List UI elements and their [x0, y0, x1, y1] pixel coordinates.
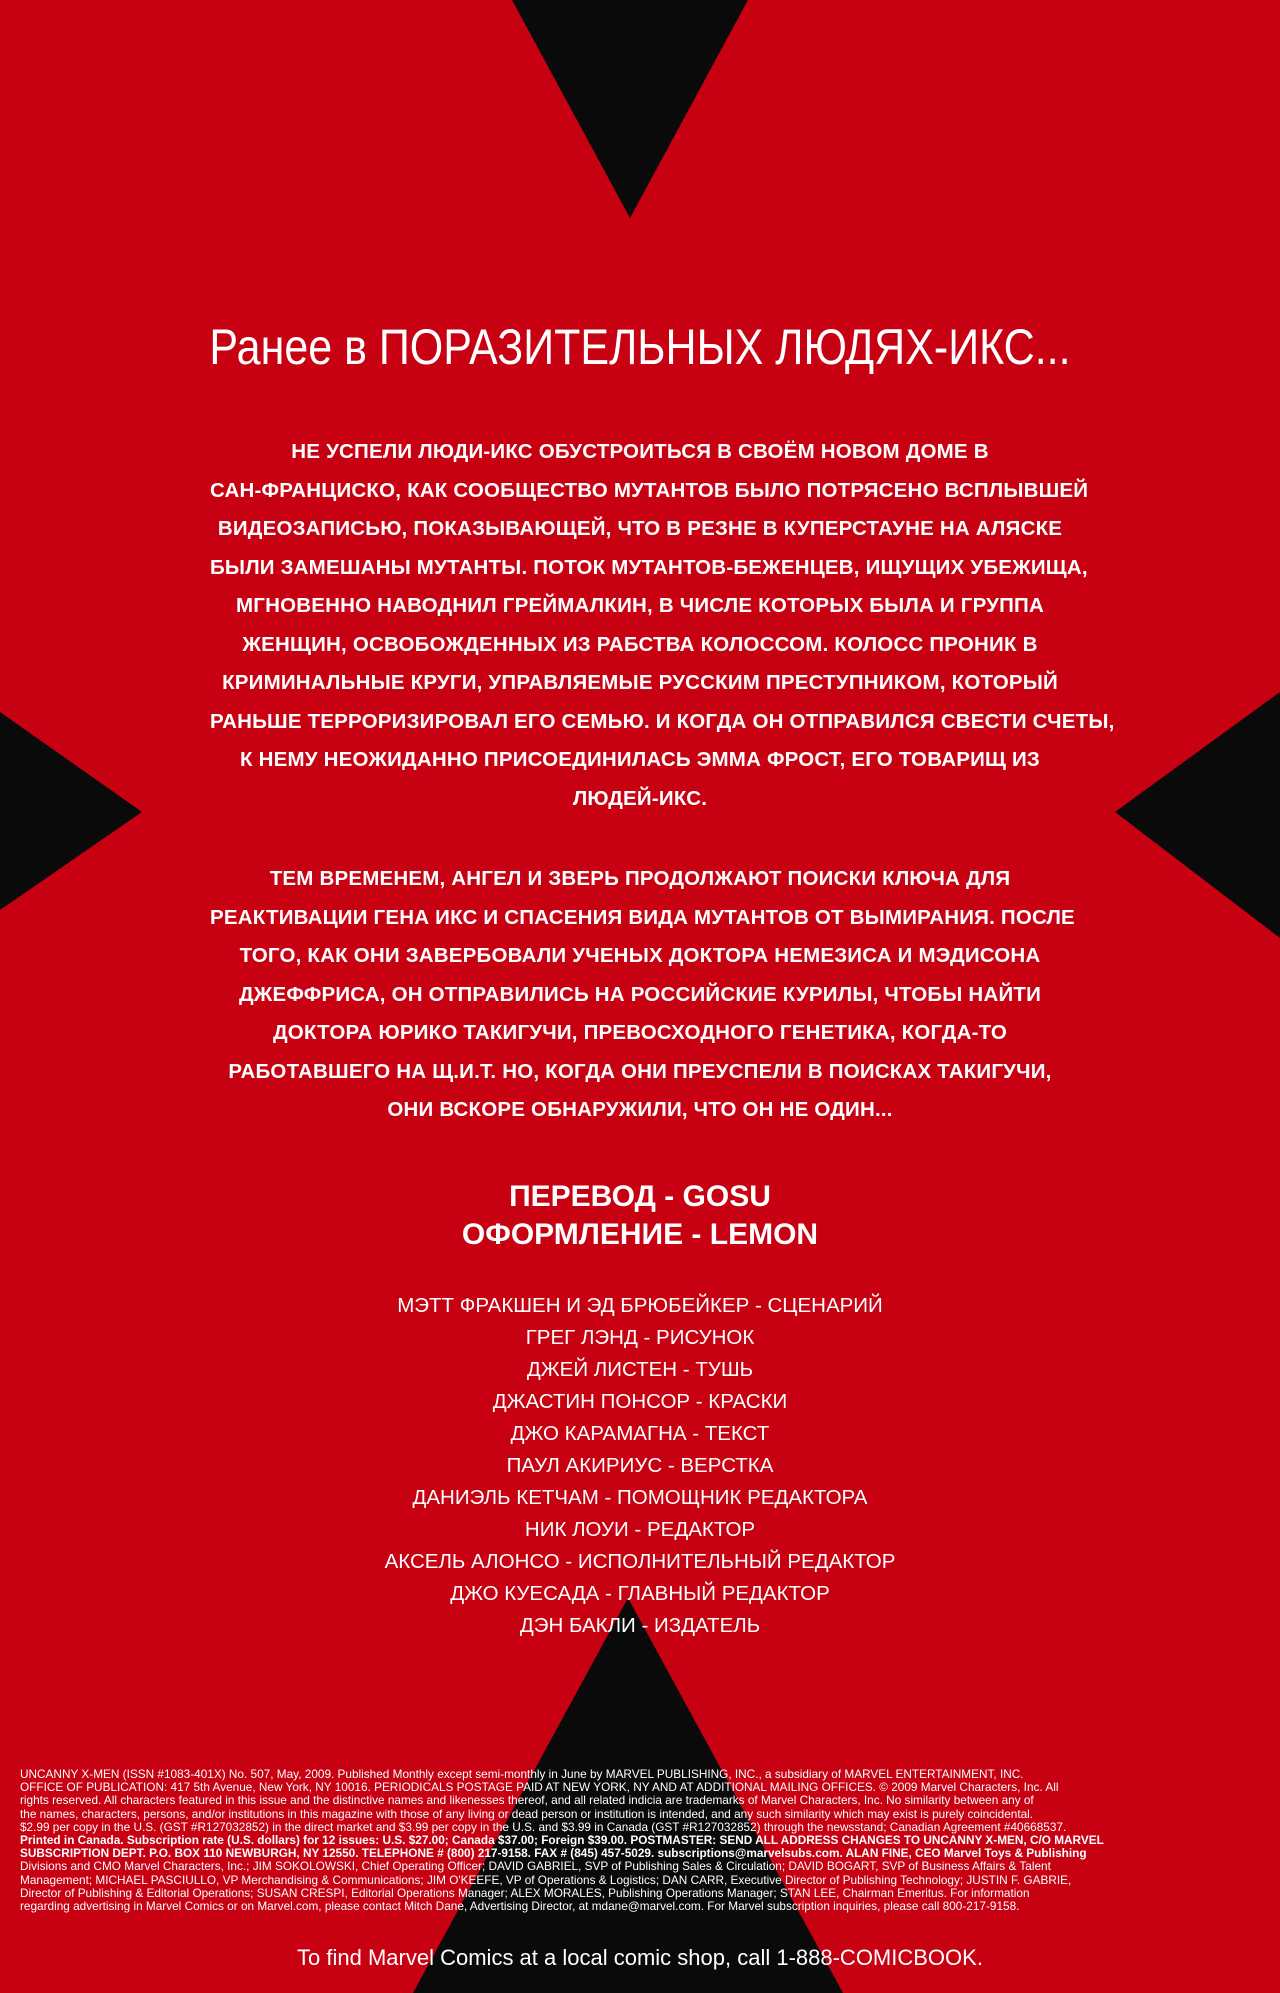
credit-line: ДЖЕЙ ЛИСТЕН - ТУШЬ	[526, 1358, 754, 1381]
recap-line: ВИДЕОЗАПИСЬЮ, ПОКАЗЫВАЮЩЕЙ, ЧТО В РЕЗНЕ В КУПЕРСТАУНЕ НА АЛЯСКЕ	[217, 517, 1063, 540]
recap-line: НЕ УСПЕЛИ ЛЮДИ-ИКС ОБУСТРОИТЬСЯ В СВОЁМ НОВОМ ДОМЕ В	[291, 440, 989, 463]
left-triangle	[0, 712, 142, 910]
top-triangle	[512, 0, 748, 218]
translation-credit-line: ОФОРМЛЕНИЕ - LEMON	[461, 1218, 819, 1251]
recap-line: ДЖЕФФРИСА, ОН ОТПРАВИЛИСЬ НА РОССИЙСКИЕ КУРИЛЫ, ЧТОБЫ НАЙТИ	[238, 982, 1042, 1006]
credit-line: АКСЕЛЬ АЛОНСО - ИСПОЛНИТЕЛЬНЫЙ РЕДАКТОР	[384, 1550, 896, 1573]
indicia-line: rights reserved. All characters featured in this issue and the distinctive names and likenesses thereof, and all related indicia are trademarks of Marvel Characters, Inc. No similarity between any of	[20, 1794, 1034, 1808]
indicia-line: Divisions and CMO Marvel Characters, Inc.; JIM SOKOLOWSKI, Chief Operating Officer; DAVID GABRIEL, SVP of Publishing Sales & Circulation; DAVID BOGART, SVP of Business Affairs & Talent	[20, 1860, 1051, 1874]
right-triangle	[1115, 692, 1280, 938]
recap-line: РАБОТАВШЕГО НА Щ.И.Т. НО, КОГДА ОНИ ПРЕУСПЕЛИ В ПОИСКАХ ТАКИГУЧИ,	[228, 1059, 1052, 1083]
indicia-line: UNCANNY X-MEN (ISSN #1083-401X) No. 507, May, 2009. Published Monthly except semi-monthly in June by MARVEL PUBLISHING, INC., a subsidiary of MARVEL ENTERTAINMENT, INC.	[20, 1768, 1024, 1781]
indicia-line: SUBSCRIPTION DEPT. P.O. BOX 110 NEWBURGH, NY 12550. TELEPHONE # (800) 217-9158. FAX # (845) 457-5029. subscriptions@marvelsubs.com. ALAN FINE, CEO Marvel Toys & Publishing	[20, 1847, 1087, 1861]
comic-shop-footer: To find Marvel Comics at a local comic shop, call 1-888-COMICBOOK.	[297, 1945, 983, 1970]
recap-line: ЖЕНЩИН, ОСВОБОЖДЕННЫХ ИЗ РАБСТВА КОЛОССОМ. КОЛОСС ПРОНИК В	[242, 632, 1038, 656]
indicia-line: OFFICE OF PUBLICATION: 417 5th Avenue, New York, NY 10016. PERIODICALS POSTAGE PAID AT NEW YORK, NY AND AT ADDITIONAL MAILING OFFICES. © 2009 Marvel Characters, Inc. All	[20, 1781, 1059, 1795]
credit-line: МЭТТ ФРАКШЕН И ЭД БРЮБЕЙКЕР - СЦЕНАРИЙ	[397, 1294, 883, 1317]
recap-line: МГНОВЕННО НАВОДНИЛ ГРЕЙМАЛКИН, В ЧИСЛЕ КОТОРЫХ БЫЛА И ГРУППА	[235, 594, 1045, 617]
indicia-line: regarding advertising in Marvel Comics or on Marvel.com, please contact Mitch Dane, Advertising Director, at mdane@marvel.com. For Marvel subscription inquiries, please call 800-217-9158.	[20, 1900, 1020, 1914]
translation-credits	[0, 1178, 1280, 1254]
recap-line: ТОГО, КАК ОНИ ЗАВЕРБОВАЛИ УЧЕНЫХ ДОКТОРА НЕМЕЗИСА И МЭДИСОНА	[239, 944, 1041, 967]
recap-line: САН-ФРАНЦИСКО, КАК СООБЩЕСТВО МУТАНТОВ БЫЛО ПОТРЯСЕНО ВСПЛЫВШЕЙ	[210, 478, 1089, 502]
credit-line: НИК ЛОУИ - РЕДАКТОР	[524, 1518, 756, 1541]
recap-line: РЕАКТИВАЦИИ ГЕНА ИКС И СПАСЕНИЯ ВИДА МУТАНТОВ ОТ ВЫМИРАНИЯ. ПОСЛЕ	[210, 905, 1075, 929]
recap-paragraph-2	[210, 860, 1075, 1130]
recap-line: КРИМИНАЛЬНЫЕ КРУГИ, УПРАВЛЯЕМЫЕ РУССКИМ ПРЕСТУПНИКОМ, КОТОРЫЙ	[222, 671, 1058, 694]
indicia-line: $2.99 per copy in the U.S. (GST #R127032852) in the direct market and $3.99 per copy in the U.S. and $3.99 in Canada (GST #R127032852) through the newsstand; Canadian Agreement #40668537.	[20, 1820, 1067, 1834]
indicia-line: Director of Publishing & Editorial Operations; SUSAN CRESPI, Editorial Operations Manager; ALEX MORALES, Publishing Operations Manager; STAN LEE, Chairman Emeritus. For information	[20, 1886, 1030, 1900]
recap-line: РАНЬШЕ ТЕРРОРИЗИРОВАЛ ЕГО СЕМЬЮ. И КОГДА ОН ОТПРАВИЛСЯ СВЕСТИ СЧЕТЫ,	[210, 709, 1115, 733]
credit-line: ДЖАСТИН ПОНСОР - КРАСКИ	[492, 1390, 788, 1413]
legal-indicia	[20, 1768, 1232, 1913]
indicia-line: Printed in Canada. Subscription rate (U.S. dollars) for 12 issues: U.S. $27.00; Canada $37.00; Foreign $39.00. POSTMASTER: SEND ALL ADDRESS CHANGES TO UNCANNY X-MEN, C/O MARVEL	[20, 1834, 1104, 1848]
page-title: Ранее в ПОРАЗИТЕЛЬНЫХ ЛЮДЯХ-ИКС...	[209, 319, 1071, 375]
credit-line: ДАНИЭЛЬ КЕТЧАМ - ПОМОЩНИК РЕДАКТОРА	[412, 1486, 868, 1509]
recap-line: ТЕМ ВРЕМЕНЕМ, АНГЕЛ И ЗВЕРЬ ПРОДОЛЖАЮТ ПОИСКИ КЛЮЧА ДЛЯ	[269, 867, 1011, 890]
recap-line: БЫЛИ ЗАМЕШАНЫ МУТАНТЫ. ПОТОК МУТАНТОВ-БЕЖЕНЦЕВ, ИЩУЩИХ УБЕЖИЩА,	[210, 555, 1088, 579]
translation-credit-line: ПЕРЕВОД - GOSU	[509, 1180, 771, 1213]
recap-line: К НЕМУ НЕОЖИДАННО ПРИСОЕДИНИЛАСЬ ЭММА ФРОСТ, ЕГО ТОВАРИЩ ИЗ	[240, 748, 1040, 771]
recap-line: ОНИ ВСКОРЕ ОБНАРУЖИЛИ, ЧТО ОН НЕ ОДИН...	[387, 1098, 893, 1121]
recap-line: ДОКТОРА ЮРИКО ТАКИГУЧИ, ПРЕВОСХОДНОГО ГЕНЕТИКА, КОГДА-ТО	[273, 1021, 1007, 1044]
creator-credits	[0, 1290, 1280, 1642]
credit-line: ГРЕГ ЛЭНД - РИСУНОК	[525, 1326, 755, 1349]
indicia-line: the names, characters, persons, and/or institutions in this magazine with those of any living or dead person or institution is intended, and any such similarity which may exist is purely coincidental.	[20, 1807, 1034, 1821]
credit-line: ДЖО КУЕСАДА - ГЛАВНЫЙ РЕДАКТОР	[450, 1582, 830, 1605]
indicia-line: Management; MICHAEL PASCIULLO, VP Merchandising & Communications; JIM O'KEEFE, VP of Operations & Logistics; DAN CARR, Executive Director of Publishing Technology; JUSTIN F. GABRIE,	[20, 1873, 1072, 1887]
credit-line: ДЖО КАРАМАГНА - ТЕКСТ	[510, 1422, 770, 1445]
credit-line: ПАУЛ АКИРИУС - ВЕРСТКА	[506, 1454, 774, 1477]
recap-line: ЛЮДЕЙ-ИКС.	[572, 786, 708, 810]
credit-line: ДЭН БАКЛИ - ИЗДАТЕЛЬ	[519, 1614, 761, 1637]
recap-paragraph-1	[210, 433, 1115, 818]
